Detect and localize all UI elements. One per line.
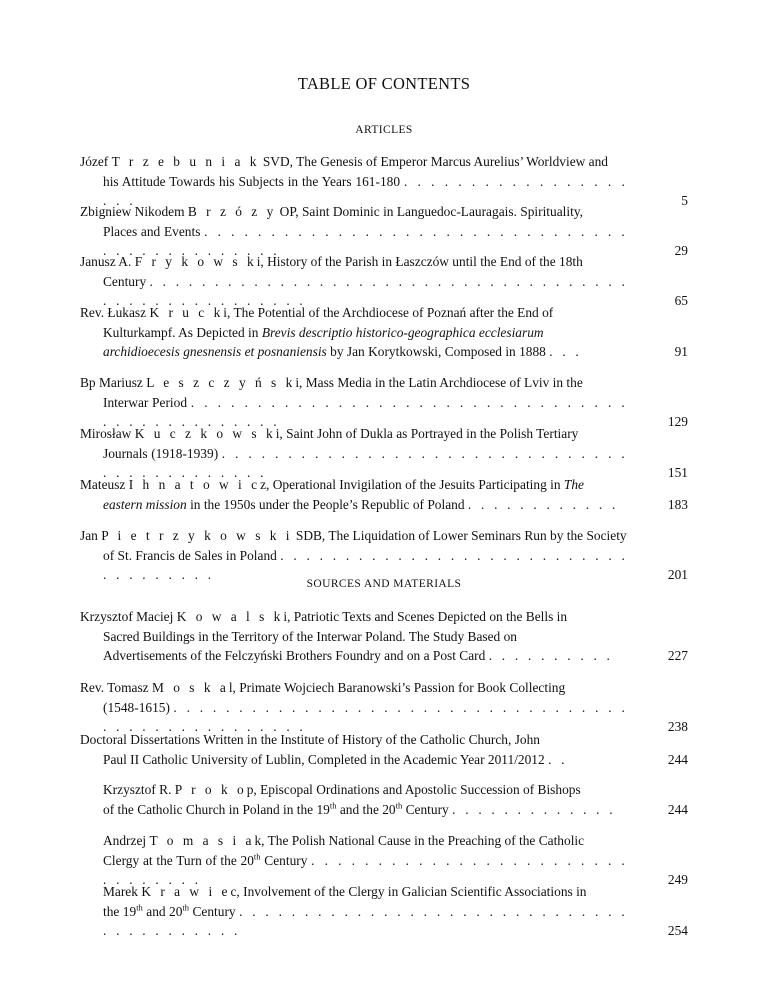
page-number: 238 — [667, 719, 688, 734]
toc-entry[interactable]: Józef T r z e b u n i a k SVD, The Genesis of Emperor Marcus Aurelius’ Worldview and his Attitude Towards his Subjects in the Years 161-180 . . . . . . . . . . . . . . . . . . . . 5 — [80, 152, 688, 211]
page-number: 183 — [667, 496, 688, 512]
page-number: 151 — [667, 465, 688, 480]
toc-entry[interactable]: Marek K r a w i ec, Involvement of the Clergy in Galician Scientific Associations in the 19th and 20th Century . . . . . . . . . . . . . . . . . . . . . . . . . . . . . . . . . . . . . . . . . 254 — [103, 882, 688, 941]
toc-entry[interactable]: Mirosław K u c z k o w s ki, Saint John of Dukla as Portrayed in the Polish Tertiary Journals (1918-1939) . . . . . . . . . . . . . . . . . . . . . . . . . . . . . . . . . . . . . . . . . . . . 151 — [80, 424, 688, 483]
page-number: 244 — [667, 801, 688, 817]
page-number: 249 — [667, 872, 688, 887]
toc-entry[interactable]: Mateusz I h n a t o w i cz, Operational Invigilation of the Jesuits Participating in The eastern mission in the 1950s under the People’s Republic of Poland . . . . . . . . . . . . 183 — [80, 475, 688, 514]
toc-entry[interactable]: Krzysztof Maciej K o w a l s ki, Patriotic Texts and Scenes Depicted on the Bells in Sacred Buildings in the Territory of the Interwar Poland. The Study Based on Advertisements of the Felczyński Brothers Foundry and on a Post Card . . . . . . . . . . 227 — [80, 607, 688, 666]
toc-entry[interactable]: Rev. Łukasz K r u c ki, The Potential of the Archdiocese of Poznań after the End of Kulturkampf. As Depicted in Brevis descriptio historico-geographica ecclesiarum archidioecesis gnesnensis et posnaniensis by Jan Korytkowski, Composed in 1888 . . . 91 — [80, 303, 688, 362]
toc-entry[interactable]: Rev. Tomasz M o s k al, Primate Wojciech Baranowski’s Passion for Book Collecting (1548-1615) . . . . . . . . . . . . . . . . . . . . . . . . . . . . . . . . . . . . . . . . . . . . . . . . . . . 238 — [80, 678, 688, 737]
page-number: 129 — [667, 414, 688, 429]
toc-entry[interactable]: Bp Mariusz L e s z c z y ń s ki, Mass Media in the Latin Archdiocese of Lviv in the Interwar Period . . . . . . . . . . . . . . . . . . . . . . . . . . . . . . . . . . . . . . . . . . . . . . . 129 — [80, 373, 688, 432]
page-number: 91 — [674, 344, 688, 359]
toc-entry[interactable]: Doctoral Dissertations Written in the Institute of History of the Catholic Church, John Paul II Catholic University of Lublin, Completed in the Academic Year 2011/2012 . . 244 — [80, 730, 688, 769]
toc-entry[interactable]: Janusz A. F r y k o w s ki, History of the Parish in Łaszczów until the End of the 18th Century . . . . . . . . . . . . . . . . . . . . . . . . . . . . . . . . . . . . . . . . . . . . . . . . . . . . . 65 — [80, 252, 688, 311]
page-number: 5 — [681, 193, 688, 208]
page-title: TABLE OF CONTENTS — [297, 74, 471, 93]
page-number: 201 — [667, 567, 688, 582]
page-number: 254 — [667, 923, 688, 938]
page-number: 65 — [674, 293, 688, 308]
toc-entry[interactable]: Andrzej T o m a s i ak, The Polish National Cause in the Preaching of the Catholic Clergy at the Turn of the 20th Century . . . . . . . . . . . . . . . . . . . . . . . . . . . . . . . . 249 — [103, 831, 688, 890]
page-number: 244 — [667, 751, 688, 767]
page-number: 29 — [674, 243, 688, 258]
page-number: 227 — [667, 648, 688, 663]
section-heading-articles: ARTICLES — [355, 124, 413, 136]
toc-entry[interactable]: Krzysztof R. P r o k op, Episcopal Ordinations and Apostolic Succession of Bishops of the Catholic Church in Poland in the 19th and the 20th Century . . . . . . . . . . . . . 244 — [103, 780, 688, 819]
section-heading-sources: SOURCES AND MATERIALS — [306, 578, 462, 590]
toc-entry[interactable]: Jan P i e t r z y k o w s k i SDB, The Liquidation of Lower Seminars Run by the Society of St. Francis de Sales in Poland . . . . . . . . . . . . . . . . . . . . . . . . . . . . . . . . . . . . 201 — [80, 526, 688, 585]
toc-entry[interactable]: Zbigniew Nikodem B r z ó z y OP, Saint Dominic in Languedoc-Lauragais. Spirituality, Places and Events . . . . . . . . . . . . . . . . . . . . . . . . . . . . . . . . . . . . . . . . . . . . . . 29 — [80, 202, 688, 261]
